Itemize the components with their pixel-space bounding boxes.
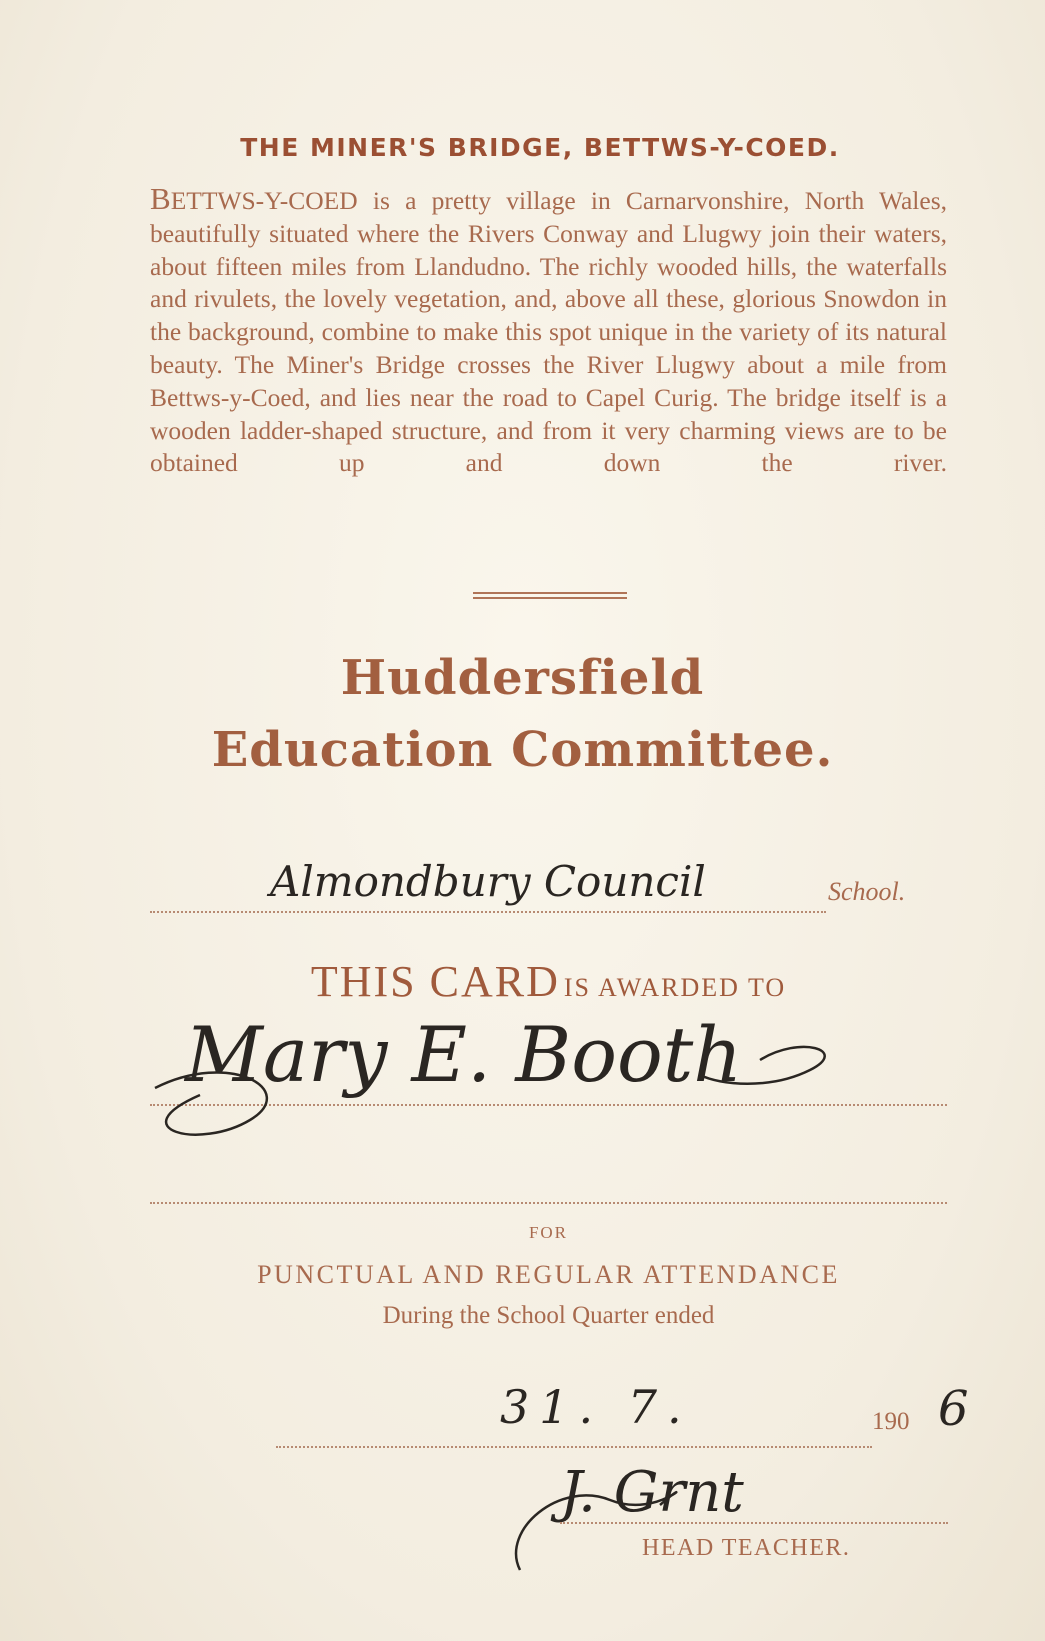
name-tail-flourish (700, 1047, 825, 1084)
signature-flourish (516, 1492, 676, 1570)
head-teacher-label: HEAD TEACHER. (642, 1535, 851, 1561)
recipient-name-handwritten: Mary E. Booth (185, 1010, 743, 1099)
description-text: ETTWS-Y-COED is a pretty village in Carnarvonshire, North Wales, beautifully situated where the Rivers Conway and Llugwy join their waters, about fifteen miles from Llandudno. The richly wooded hills, the waterfalls and rivulets, the lovely vegetation, and, above all these, glorious Snowdon in the background, combine to make this spot unique in the variety of its natural beauty. The Miner's Bridge crosses the River Llugwy about a mile from Bettws-y-Coed, and lies near the road to Capel Curig. The bridge itself is a wooden ladder-shaped structure, and from it very charming views are to be obtained up and down the river. (150, 186, 947, 478)
committee-name-line1: Huddersfield (340, 650, 705, 706)
drop-cap: B (150, 181, 171, 216)
awarded-to-label: IS AWARDED TO (563, 973, 787, 1002)
head-teacher-signature: J. Grnt (560, 1460, 744, 1525)
recipient-flourish (155, 1072, 267, 1134)
for-label: FOR (528, 1223, 569, 1242)
school-name-handwritten: Almondbury Council (270, 857, 706, 906)
year-digit-handwritten: 6 (938, 1381, 969, 1437)
card-title: THE MINER'S BRIDGE, BETTWS-Y-COED. (240, 133, 840, 162)
year-prefix: 190 (872, 1408, 910, 1435)
date-handwritten: 31. 7. (500, 1380, 692, 1434)
this-card-label: THIS CARD (310, 957, 560, 1006)
attendance-label: PUNCTUAL AND REGULAR ATTENDANCE (257, 1260, 840, 1289)
school-suffix: School. (828, 877, 906, 906)
quarter-label: During the School Quarter ended (382, 1302, 715, 1329)
committee-name-line2: Education Committee. (211, 722, 834, 778)
